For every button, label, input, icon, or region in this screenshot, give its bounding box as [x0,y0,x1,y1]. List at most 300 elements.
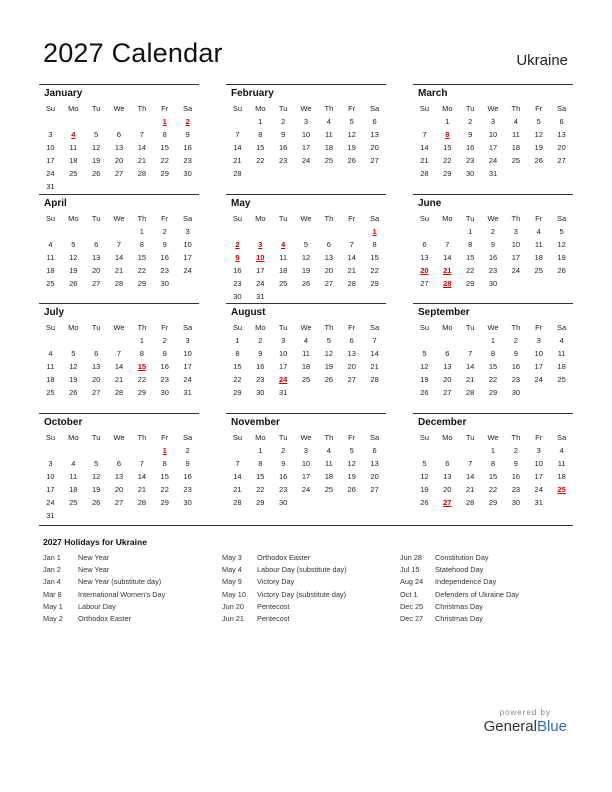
day-cell: 20 [443,485,452,494]
month-rule [413,413,573,414]
weekday-label: Th [511,104,521,113]
day-cell: 12 [324,349,334,358]
day-cell: 23 [278,156,288,165]
day-cell: 24 [46,169,55,178]
holiday-name: Pentecost [257,601,290,611]
day-cell: 29 [488,388,498,397]
month-april [39,194,199,290]
day-cell: 19 [301,266,311,275]
holiday-item [222,589,347,601]
weekday-label: We [300,323,312,332]
week-row [226,225,386,238]
holiday-name: New Year [78,553,110,562]
empty-cell [62,444,85,457]
week-row [39,264,199,277]
day-cell: 7 [116,240,122,249]
week-row [39,141,199,154]
holiday-date: Dec 27 [400,613,424,623]
week-row [413,334,573,347]
holiday-item [222,613,347,625]
holiday-name: Christmas Day [435,613,483,623]
weekday-label: Mo [442,214,453,223]
weekday-label: Mo [68,214,79,223]
empty-cell [108,334,131,347]
day-cell: 27 [420,279,429,288]
day-cell: 26 [69,388,78,397]
month-december [413,413,573,509]
day-cell: 5 [422,349,427,358]
day-cell: 19 [557,253,566,262]
month-may [226,194,386,303]
day-cell: 9 [281,130,286,139]
week-row [39,115,199,128]
day-cell: 10 [488,130,498,139]
day-cell: 18 [69,156,78,165]
day-cell: 14 [137,143,147,152]
holiday-day: 8 [445,130,450,139]
week-row [39,509,199,522]
weekday-label: Th [324,323,334,332]
holiday-name: Constitution Day [435,553,489,562]
empty-cell [153,180,176,193]
empty-cell [130,180,153,193]
empty-cell [459,444,482,457]
week-row [226,444,386,457]
day-cell: 27 [557,156,566,165]
week-row [413,141,573,154]
day-cell: 18 [557,472,566,481]
day-cell: 24 [183,266,192,275]
day-cell: 25 [324,156,334,165]
day-cell: 3 [281,336,286,345]
week-row [226,277,386,290]
day-cell: 29 [488,498,498,507]
holiday-name: Victory Day (substitute day) [257,589,347,599]
day-cell: 25 [69,169,78,178]
day-cell: 29 [256,498,265,507]
weekday-label: Tu [278,214,288,223]
day-cell: 18 [69,485,78,494]
day-cell: 28 [114,388,124,397]
empty-cell [108,444,131,457]
day-cell: 30 [511,498,521,507]
month-name: March [418,88,448,99]
week-row [39,444,199,457]
day-cell: 22 [160,485,169,494]
weekday-label: Fr [348,104,356,113]
day-cell: 12 [347,459,356,468]
day-cell: 12 [420,362,429,371]
month-rule [413,303,573,304]
day-cell: 15 [137,253,147,262]
holiday-date: Dec 25 [400,601,424,611]
day-cell: 30 [511,388,521,397]
day-cell: 17 [511,253,521,262]
empty-cell [436,444,459,457]
day-cell: 16 [160,253,169,262]
day-cell: 27 [370,156,379,165]
weekday-label: Sa [369,433,380,442]
day-cell: 18 [324,472,334,481]
weekday-label: Sa [182,104,193,113]
day-cell: 11 [324,459,333,468]
day-cell: 17 [534,362,543,371]
day-cell: 25 [46,279,55,288]
day-cell: 10 [534,349,543,358]
day-cell: 29 [160,169,169,178]
day-cell: 2 [185,446,190,455]
empty-cell [459,334,482,347]
day-cell: 13 [370,459,379,468]
week-row [39,360,199,373]
week-row [413,128,573,141]
week-row [39,386,199,399]
weekday-label: Th [324,433,334,442]
weekday-label: Tu [91,104,101,113]
empty-cell [340,290,363,303]
day-cell: 5 [536,117,541,126]
day-cell: 8 [468,240,473,249]
day-cell: 31 [278,388,288,397]
day-cell: 20 [557,143,566,152]
empty-cell [62,115,85,128]
holiday-item [43,576,165,588]
day-cell: 21 [420,156,429,165]
weekday-label: Fr [348,323,356,332]
weekday-header [226,102,386,115]
day-cell: 14 [370,349,379,358]
weekday-label: Mo [442,323,453,332]
day-cell: 6 [422,240,427,249]
day-cell: 21 [233,485,242,494]
empty-cell [413,444,436,457]
empty-cell [108,225,131,238]
empty-cell [340,167,363,180]
month-name: July [44,307,65,318]
day-cell: 26 [347,485,356,494]
day-cell: 3 [490,117,496,126]
weekday-header [39,431,199,444]
day-cell: 21 [347,266,356,275]
day-cell: 11 [511,130,520,139]
day-cell: 10 [534,459,543,468]
weekday-label: Su [419,104,430,113]
day-cell: 11 [324,130,333,139]
day-cell: 19 [91,156,101,165]
day-cell: 16 [278,143,288,152]
week-row [39,496,199,509]
day-cell: 19 [324,362,334,371]
day-cell: 20 [91,266,101,275]
day-cell: 27 [443,388,452,397]
holiday-day: 4 [71,130,76,139]
holiday-date: May 1 [43,601,63,611]
day-cell: 5 [349,117,354,126]
holiday-name: Defenders of Ukraine Day [435,589,519,599]
day-cell: 31 [534,498,543,507]
weekday-header [39,102,199,115]
empty-cell [85,444,108,457]
day-cell: 6 [372,117,377,126]
day-cell: 12 [91,143,101,152]
month-rule [226,303,386,304]
day-cell: 5 [71,349,76,358]
day-cell: 24 [183,375,192,384]
day-cell: 11 [69,143,78,152]
day-cell: 14 [420,143,429,152]
day-cell: 4 [48,349,53,358]
day-cell: 21 [137,156,147,165]
empty-cell [550,386,573,399]
day-cell: 30 [183,169,192,178]
day-cell: 25 [69,498,78,507]
day-cell: 9 [162,349,167,358]
week-row [413,264,573,277]
weekday-label: Mo [68,433,79,442]
weekday-header [226,321,386,334]
day-cell: 6 [326,240,331,249]
week-row [413,277,573,290]
day-cell: 25 [534,266,543,275]
empty-cell [527,167,550,180]
day-cell: 21 [137,485,147,494]
day-cell: 12 [420,472,429,481]
holiday-name: Orthodox Easter [257,553,311,562]
weekday-label: Sa [182,214,193,223]
day-cell: 9 [513,459,518,468]
day-cell: 15 [233,362,242,371]
empty-cell [108,115,131,128]
day-cell: 14 [465,472,475,481]
month-rule [226,84,386,85]
weekday-label: Fr [535,104,543,113]
weekday-label: Mo [442,433,453,442]
empty-cell [130,509,153,522]
week-row [39,483,199,496]
day-cell: 2 [281,117,286,126]
day-cell: 31 [46,511,55,520]
day-cell: 3 [536,336,541,345]
weekday-label: We [113,214,125,223]
holiday-item [43,564,165,576]
day-cell: 24 [256,279,265,288]
day-cell: 1 [258,117,263,126]
empty-cell [550,167,573,180]
day-cell: 23 [183,485,192,494]
day-cell: 11 [69,472,78,481]
weekday-header [39,321,199,334]
week-row [226,470,386,483]
day-cell: 10 [183,240,192,249]
day-cell: 15 [160,472,169,481]
holiday-item [43,589,165,601]
empty-cell [436,334,459,347]
weekday-label: Sa [369,323,380,332]
day-cell: 20 [347,362,356,371]
empty-cell [272,225,295,238]
day-cell: 6 [445,349,450,358]
day-cell: 3 [48,130,53,139]
day-cell: 30 [256,388,265,397]
weekday-label: Fr [161,323,169,332]
holiday-item [400,613,519,625]
holiday-day: 1 [372,227,377,236]
day-cell: 30 [233,292,242,301]
day-cell: 10 [301,130,311,139]
day-cell: 15 [370,253,379,262]
empty-cell [317,167,340,180]
week-row [413,360,573,373]
holiday-day: 1 [162,117,167,126]
holiday-item [400,552,519,564]
day-cell: 10 [301,459,311,468]
holiday-name: Victory Day [257,577,295,587]
day-cell: 12 [69,362,78,371]
day-cell: 17 [278,362,288,371]
week-row [413,457,573,470]
holiday-day: 28 [443,279,452,288]
empty-cell [340,225,363,238]
weekday-header [226,212,386,225]
day-cell: 28 [420,169,429,178]
month-name: November [231,417,280,428]
day-cell: 6 [559,117,564,126]
empty-cell [363,167,386,180]
empty-cell [527,277,550,290]
week-row [226,251,386,264]
month-rule [39,413,199,414]
empty-cell [39,225,62,238]
weekday-label: We [113,433,125,442]
empty-cell [85,225,108,238]
week-row [413,238,573,251]
day-cell: 17 [301,143,311,152]
day-cell: 20 [114,485,124,494]
day-cell: 19 [69,375,78,384]
holiday-item [222,564,347,576]
week-row [226,167,386,180]
weekday-label: Tu [465,214,475,223]
month-october [39,413,199,522]
holiday-day: 27 [443,498,452,507]
empty-cell [108,180,131,193]
day-cell: 12 [557,240,566,249]
day-cell: 20 [443,375,452,384]
day-cell: 24 [46,498,55,507]
day-cell: 9 [185,459,190,468]
day-cell: 27 [114,498,124,507]
day-cell: 21 [114,375,124,384]
day-cell: 19 [91,485,101,494]
day-cell: 24 [511,266,521,275]
day-cell: 6 [372,446,377,455]
day-cell: 23 [233,279,242,288]
empty-cell [436,225,459,238]
day-cell: 14 [465,362,475,371]
holiday-name: Statehood Day [435,565,484,575]
empty-cell [272,167,295,180]
day-cell: 10 [46,472,55,481]
day-cell: 28 [347,279,356,288]
month-rule [226,413,386,414]
day-cell: 25 [46,388,55,397]
day-cell: 27 [324,279,334,288]
day-cell: 3 [185,336,190,345]
empty-cell [176,277,199,290]
weekday-label: We [487,214,499,223]
weekday-label: Fr [161,433,169,442]
day-cell: 10 [183,349,192,358]
empty-cell [317,386,340,399]
day-cell: 15 [256,472,265,481]
brand-logo [484,708,567,735]
weekday-label: Fr [535,323,543,332]
week-row [39,277,199,290]
day-cell: 16 [278,472,288,481]
holiday-date: May 10 [222,589,246,599]
day-cell: 14 [137,472,147,481]
day-cell: 3 [303,446,309,455]
day-cell: 19 [420,485,429,494]
day-cell: 5 [326,336,331,345]
empty-cell [317,290,340,303]
day-cell: 13 [324,253,334,262]
day-cell: 6 [94,349,99,358]
day-cell: 4 [326,117,331,126]
day-cell: 6 [445,459,450,468]
day-cell: 22 [137,266,147,275]
week-row [413,483,573,496]
empty-cell [295,225,318,238]
day-cell: 7 [139,459,144,468]
day-cell: 31 [488,169,498,178]
day-cell: 23 [488,266,498,275]
day-cell: 15 [488,362,498,371]
day-cell: 23 [160,375,169,384]
weekday-label: Sa [556,104,567,113]
day-cell: 21 [370,362,379,371]
holiday-day: 21 [443,266,452,275]
week-row [413,225,573,238]
month-september [413,303,573,399]
holiday-day: 4 [281,240,286,249]
day-cell: 21 [465,375,475,384]
empty-cell [295,386,318,399]
holiday-item [43,601,165,613]
holiday-date: Jan 2 [43,565,61,575]
day-cell: 18 [534,253,543,262]
day-cell: 1 [139,336,144,345]
day-cell: 2 [513,336,518,345]
weekday-label: Fr [161,214,169,223]
day-cell: 18 [557,362,566,371]
weekday-label: We [487,323,499,332]
holiday-name: Pentecost [257,613,290,623]
day-cell: 3 [303,117,309,126]
week-row [39,238,199,251]
day-cell: 26 [534,156,543,165]
weekday-label: Tu [465,104,475,113]
weekday-label: Th [137,104,147,113]
empty-cell [550,277,573,290]
day-cell: 16 [160,362,169,371]
day-cell: 13 [420,253,429,262]
day-cell: 1 [258,446,263,455]
day-cell: 24 [534,375,543,384]
day-cell: 13 [114,472,124,481]
day-cell: 27 [114,169,124,178]
day-cell: 4 [559,446,564,455]
